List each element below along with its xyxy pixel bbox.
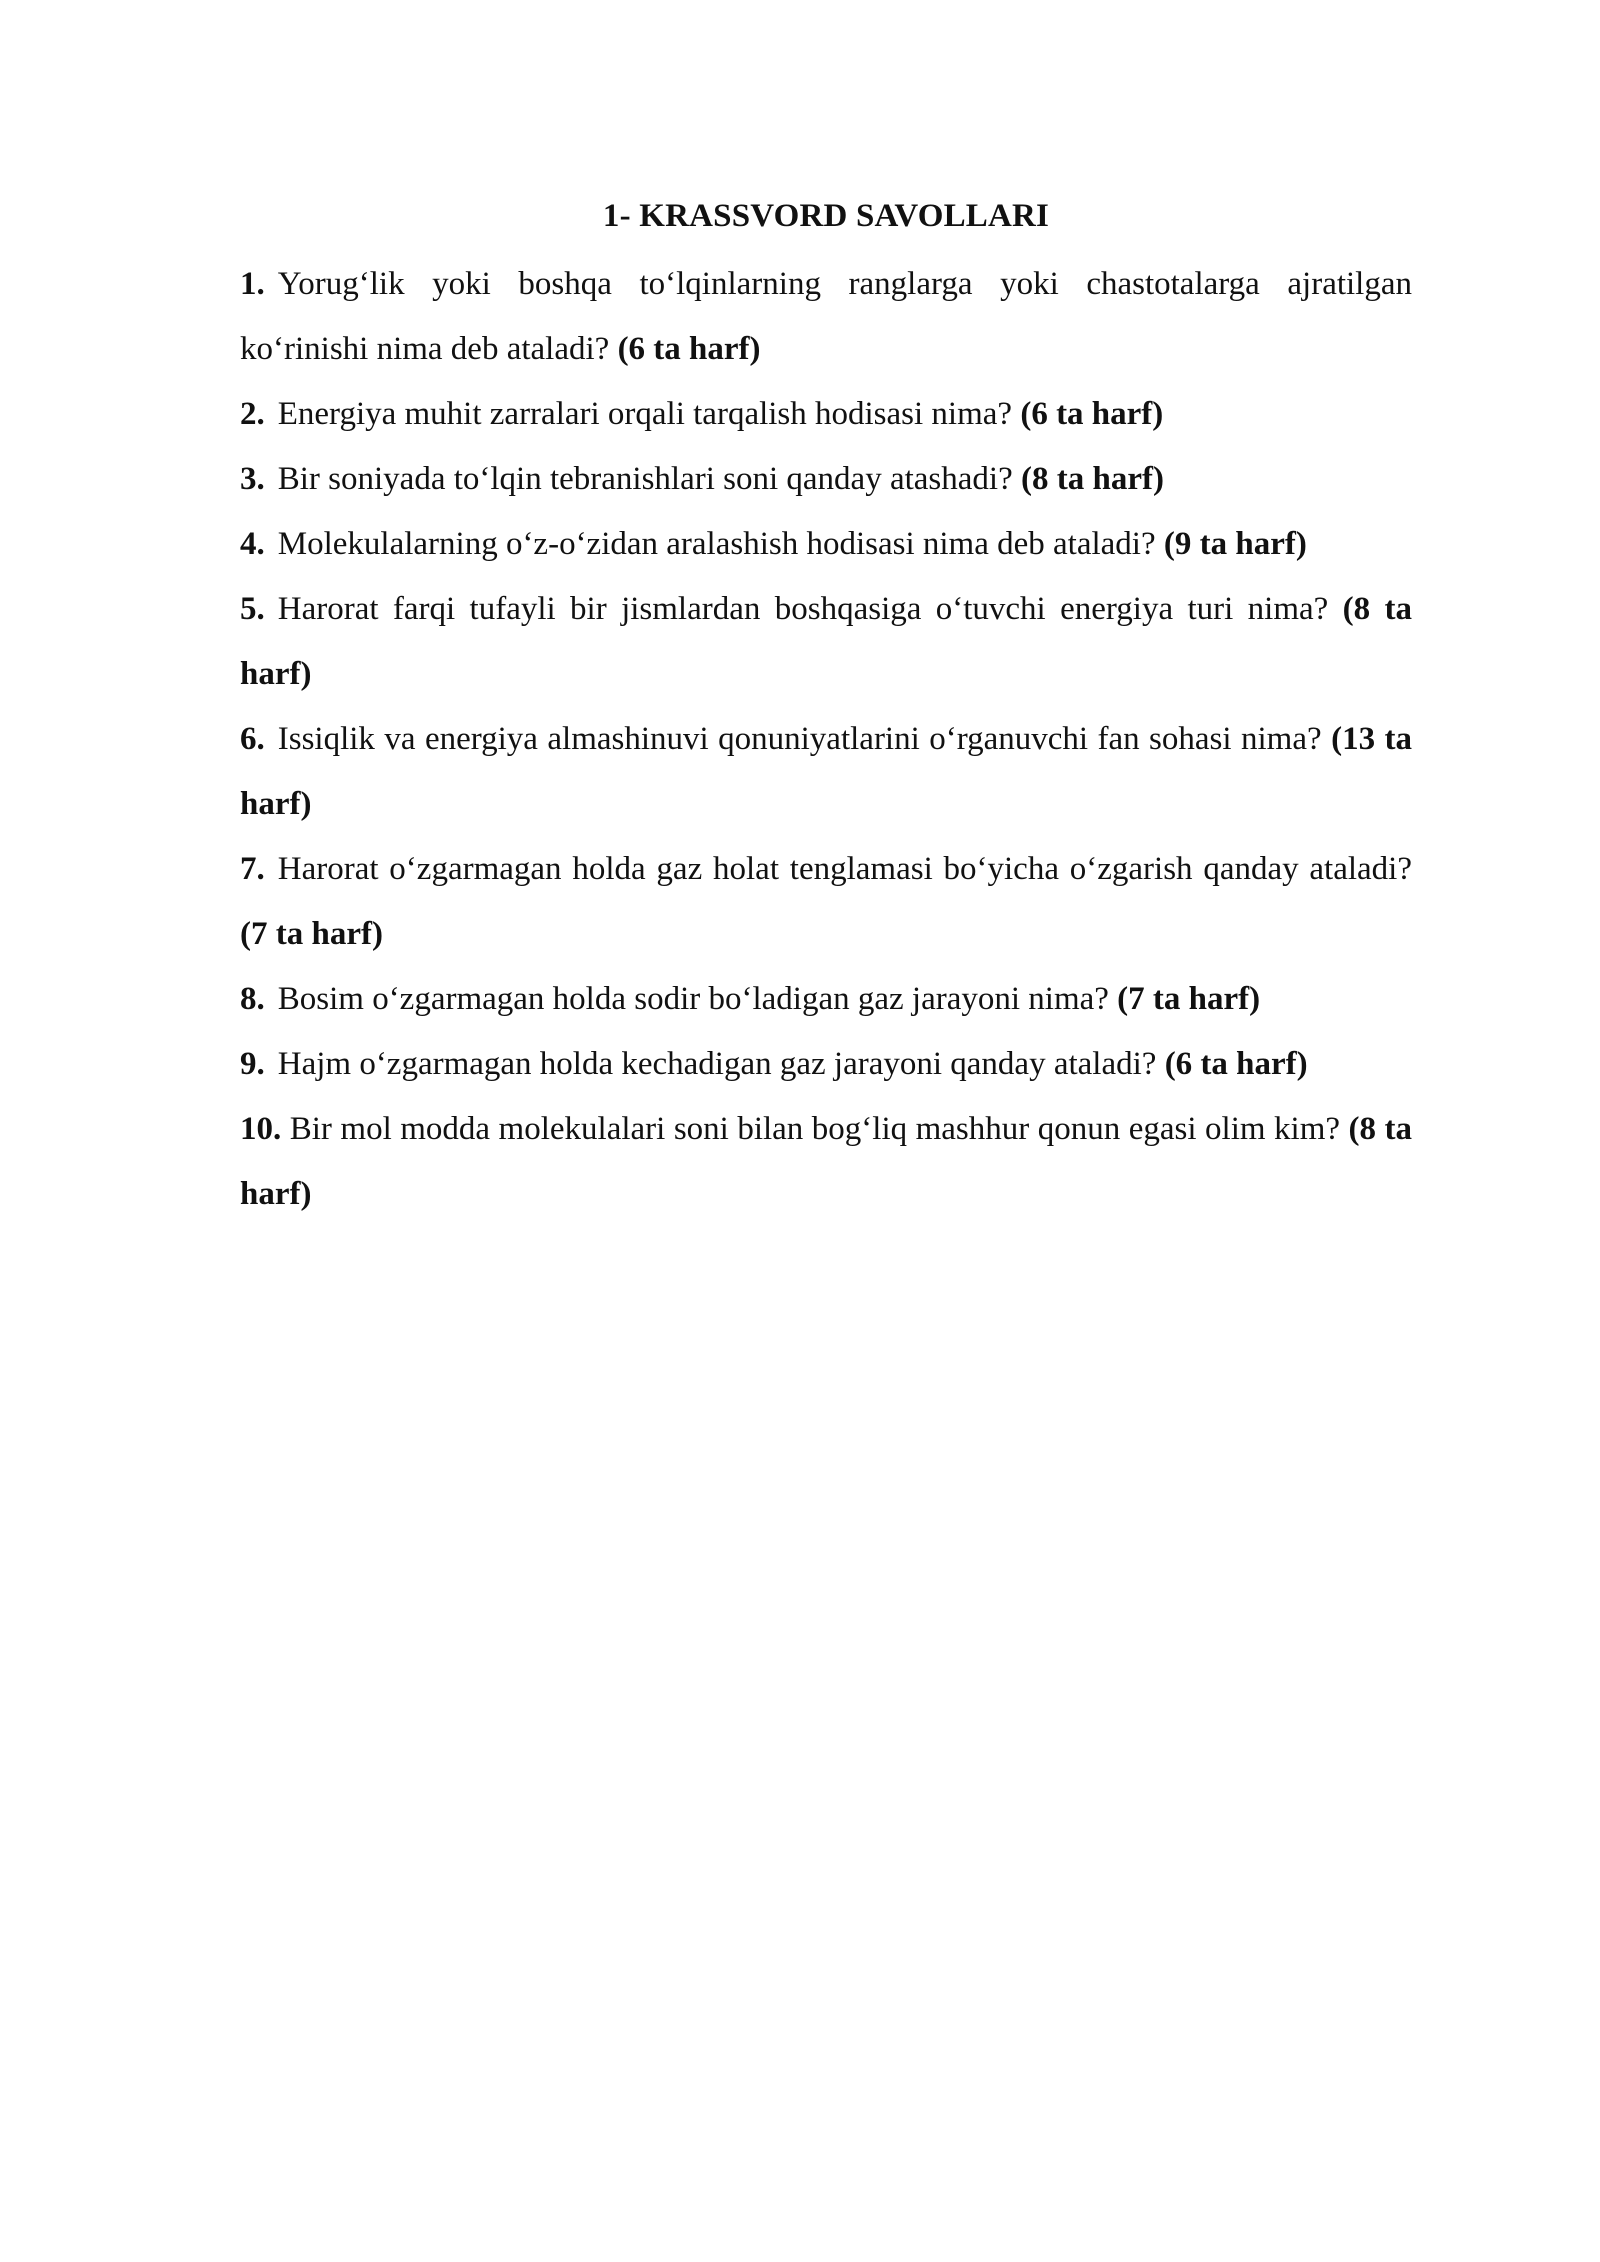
question-item	[240, 512, 1412, 577]
document-title: 1- KRASSVORD SAVOLLARI	[602, 198, 1050, 234]
question-hint: (9 ta harf)	[1163, 526, 1307, 562]
document-page	[240, 188, 1412, 1227]
question-item	[240, 1097, 1412, 1227]
question-text: Energiya muhit zarralari orqali tarqalish hodisasi nima?	[277, 396, 1013, 432]
question-item	[240, 252, 1412, 382]
question-text: Harorat farqi tufayli bir jismlardan boshqasiga o‘tuvchi energiya turi nima?	[277, 591, 1329, 627]
question-text: Bosim o‘zgarmagan holda sodir bo‘ladigan gaz jarayoni nima?	[277, 981, 1109, 1017]
question-number: 8.	[240, 981, 265, 1017]
question-hint: (13 ta harf)	[240, 721, 1412, 822]
question-number: 3.	[240, 461, 265, 497]
question-text: Yorug‘lik yoki boshqa to‘lqinlarning ranglarga yoki chastotalarga ajratilgan ko‘rinishi nima deb ataladi?	[240, 266, 1412, 367]
question-number: 10.	[240, 1111, 282, 1147]
question-item	[240, 382, 1412, 447]
question-text: Bir soniyada to‘lqin tebranishlari soni qanday atashadi?	[277, 461, 1013, 497]
question-item	[240, 577, 1412, 707]
question-number: 9.	[240, 1046, 265, 1082]
question-item	[240, 447, 1412, 512]
question-number: 1.	[240, 266, 265, 302]
question-hint: (8 ta harf)	[240, 1111, 1413, 1212]
question-hint: (6 ta harf)	[617, 331, 761, 367]
question-hint: (6 ta harf)	[1164, 1046, 1308, 1082]
question-number: 6.	[240, 721, 265, 757]
question-hint: (8 ta harf)	[1020, 461, 1164, 497]
question-text: Molekulalarning o‘z-o‘zidan aralashish hodisasi nima deb ataladi?	[277, 526, 1156, 562]
question-item	[240, 967, 1412, 1032]
question-text: Harorat o‘zgarmagan holda gaz holat tenglamasi bo‘yicha o‘zgarish qanday ataladi?	[277, 851, 1412, 887]
question-item	[240, 837, 1412, 967]
question-text: Issiqlik va energiya almashinuvi qonuniyatlarini o‘rganuvchi fan sohasi nima?	[277, 721, 1322, 757]
question-number: 4.	[240, 526, 265, 562]
question-text: Bir mol modda molekulalari soni bilan bog‘liq mashhur qonun egasi olim kim?	[289, 1111, 1341, 1147]
question-item	[240, 707, 1412, 837]
question-number: 7.	[240, 851, 265, 887]
question-text: Hajm o‘zgarmagan holda kechadigan gaz jarayoni qanday ataladi?	[277, 1046, 1157, 1082]
question-hint: (6 ta harf)	[1020, 396, 1164, 432]
question-hint: (7 ta harf)	[1117, 981, 1261, 1017]
question-hint: (8 ta harf)	[240, 591, 1412, 692]
question-hint: (7 ta harf)	[240, 916, 383, 952]
question-number: 2.	[240, 396, 265, 432]
questions-list	[240, 252, 1412, 1227]
question-item	[240, 1032, 1412, 1097]
question-number: 5.	[240, 591, 265, 627]
